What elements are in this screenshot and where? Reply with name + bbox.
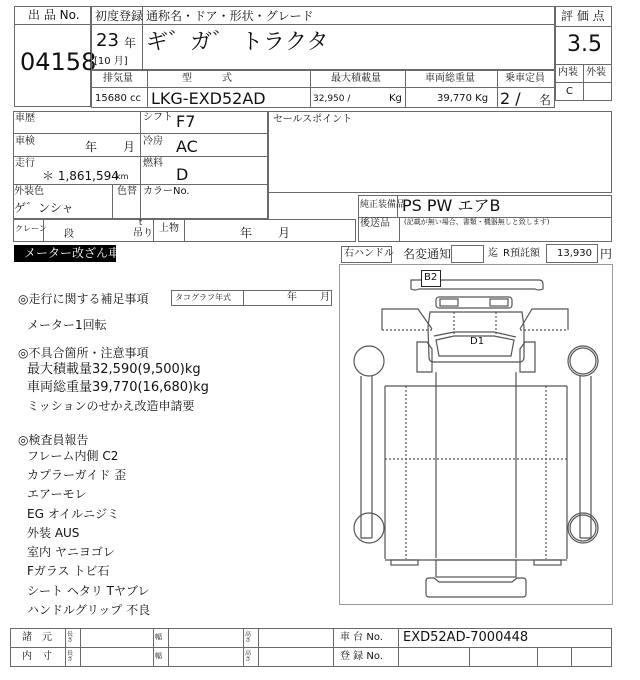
driving-notes-header: ◎走行に関する補足事項 xyxy=(18,292,149,306)
crane-lift-unit: 吊り xyxy=(133,228,153,239)
spec-length-label: 長さ xyxy=(67,631,74,644)
first-registration-month: [10 月] xyxy=(94,56,128,67)
inner-width-label: 幅 xyxy=(155,652,162,660)
interior-label: 内装 xyxy=(558,67,578,78)
gross-weight-label: 車両総重量 xyxy=(425,73,475,84)
year-unit: 年 xyxy=(124,36,137,50)
inspector-item: 室内 ヤニヨゴレ xyxy=(27,545,115,559)
first-registration-year: 23 xyxy=(96,30,119,51)
max-load-value: 32,950 / xyxy=(313,94,351,104)
body-year-unit: 年 xyxy=(240,226,253,240)
inspector-item: シート ヘタリ Tヤブレ xyxy=(27,584,150,598)
tacho-label: タコグラフ年式 xyxy=(175,293,231,302)
driving-note-item: メーター1回転 xyxy=(27,318,107,332)
capacity-unit: 名 xyxy=(539,93,552,107)
first-registration-label: 初度登録 xyxy=(95,9,144,23)
fuel-value: D xyxy=(176,165,189,184)
damage-mark-b2-label: B2 xyxy=(424,272,438,283)
displacement-label: 排気量 xyxy=(103,73,133,84)
inspector-item: 外装 AUS xyxy=(27,526,80,540)
inner-dimension-label: 内 寸 xyxy=(22,651,52,662)
spec-height-label: 高さ xyxy=(245,631,252,644)
inspection-month-unit: 月 xyxy=(123,140,136,154)
inner-height-label: 高さ xyxy=(245,650,252,663)
chassis-number: EXD52AD-7000448 xyxy=(403,630,529,645)
car-name: ギ゛ガ゛ トラクタ xyxy=(146,30,329,55)
model-label: 型 式 xyxy=(182,73,232,84)
meter-tampered-label: メーター改ざん車 xyxy=(24,246,121,260)
history-label: 車歴 xyxy=(15,113,35,124)
name-change-label: 名変通知 xyxy=(403,247,452,261)
crane-label: クレーン xyxy=(15,224,47,233)
color-value: ゲ゛ンシャ xyxy=(14,201,74,215)
fuel-label: 燃料 xyxy=(143,158,163,169)
spec-label: 諸 元 xyxy=(22,632,52,643)
defects-header: ◎不具合箇所・注意事項 xyxy=(18,346,149,360)
tacho-year-unit: 年 xyxy=(287,292,297,303)
lot-number: 04158 xyxy=(20,48,97,76)
gross-weight-value: 39,770 Kg xyxy=(437,93,489,104)
registration-number-label: 登 録 No. xyxy=(340,651,383,662)
sales-point-label: セールスポイント xyxy=(273,114,353,125)
aircon-label: 冷房 xyxy=(143,136,163,147)
score-label: 評 価 点 xyxy=(561,9,605,23)
max-load-unit: Kg xyxy=(389,93,402,104)
interior-grade: C xyxy=(566,86,573,97)
capacity-value: 2 / xyxy=(500,89,521,108)
inspector-item: フレーム内側 C2 xyxy=(27,449,119,463)
name-change-field xyxy=(451,245,484,263)
color-change-label: 色替 xyxy=(117,186,137,197)
shift-value: F7 xyxy=(176,112,196,131)
equipment-value: PS PW エアB xyxy=(402,196,501,215)
score-value: 3.5 xyxy=(567,32,602,57)
displacement-value: 15680 cc xyxy=(95,93,141,104)
followup-label: 後送品 xyxy=(360,218,390,229)
color-label: 外装色 xyxy=(14,186,44,197)
car-name-label: 通称名・ドア・形状・グレード xyxy=(146,9,314,23)
chassis-number-label: 車 台 No. xyxy=(340,632,383,643)
inspection-year-unit: 年 xyxy=(85,140,98,154)
inspector-item: EG オイルニジミ xyxy=(27,507,120,521)
recycle-label: R預託額 xyxy=(503,248,540,259)
defect-item: ミッションのせかえ改造申請要 xyxy=(27,399,195,413)
color-number-label: カラーNo. xyxy=(143,186,190,197)
truck-outline-diagram xyxy=(339,264,613,605)
lot-number-label: 出 品 No. xyxy=(28,8,80,22)
tacho-month-unit: 月 xyxy=(320,292,330,303)
mileage-value: ＊ 1,861,594 xyxy=(42,169,119,183)
body-label: 上物 xyxy=(159,223,179,234)
mileage-unit: km xyxy=(116,172,129,181)
inner-length-label: 長さ xyxy=(67,650,74,663)
inspector-report-header: ◎検査員報告 xyxy=(18,433,89,447)
capacity-label: 乗車定員 xyxy=(505,73,545,84)
defect-item: 最大積載量32,590(9,500)kg xyxy=(27,362,201,377)
max-load-label: 最大積載量 xyxy=(331,73,381,84)
followup-note: (記載が無い場合、書類・機器無しと致します) xyxy=(404,218,550,226)
defect-item: 車両総重量39,770(16,680)kg xyxy=(27,380,209,395)
inspection-label: 車検 xyxy=(15,136,35,147)
inspector-item: Fガラス トビ石 xyxy=(27,564,110,578)
body-month-unit: 月 xyxy=(278,226,291,240)
damage-mark-d1-label: D1 xyxy=(470,336,485,347)
equipment-label: 純正装備品 xyxy=(360,200,406,210)
crane-stage-unit: 段 xyxy=(64,229,74,240)
mileage-label: 走行 xyxy=(15,158,35,169)
exterior-label: 外装 xyxy=(586,67,606,78)
recycle-amount: 13,930 xyxy=(557,248,592,259)
recycle-unit: 円 xyxy=(600,247,613,261)
name-change-suffix: 迄 xyxy=(488,248,498,259)
spec-width-label: 幅 xyxy=(155,633,162,641)
crane-ton-unit: t xyxy=(139,218,143,227)
aircon-value: AC xyxy=(176,137,198,156)
inspector-item: エアーモレ xyxy=(27,487,87,501)
steering-value: 右ハンドル xyxy=(344,248,394,259)
shift-label: シフト xyxy=(143,112,173,123)
inspector-item: カプラーガイド 歪 xyxy=(27,468,127,482)
inspector-item: ハンドルグリップ 不良 xyxy=(27,603,151,617)
model-value: LKG-EXD52AD xyxy=(151,89,266,108)
